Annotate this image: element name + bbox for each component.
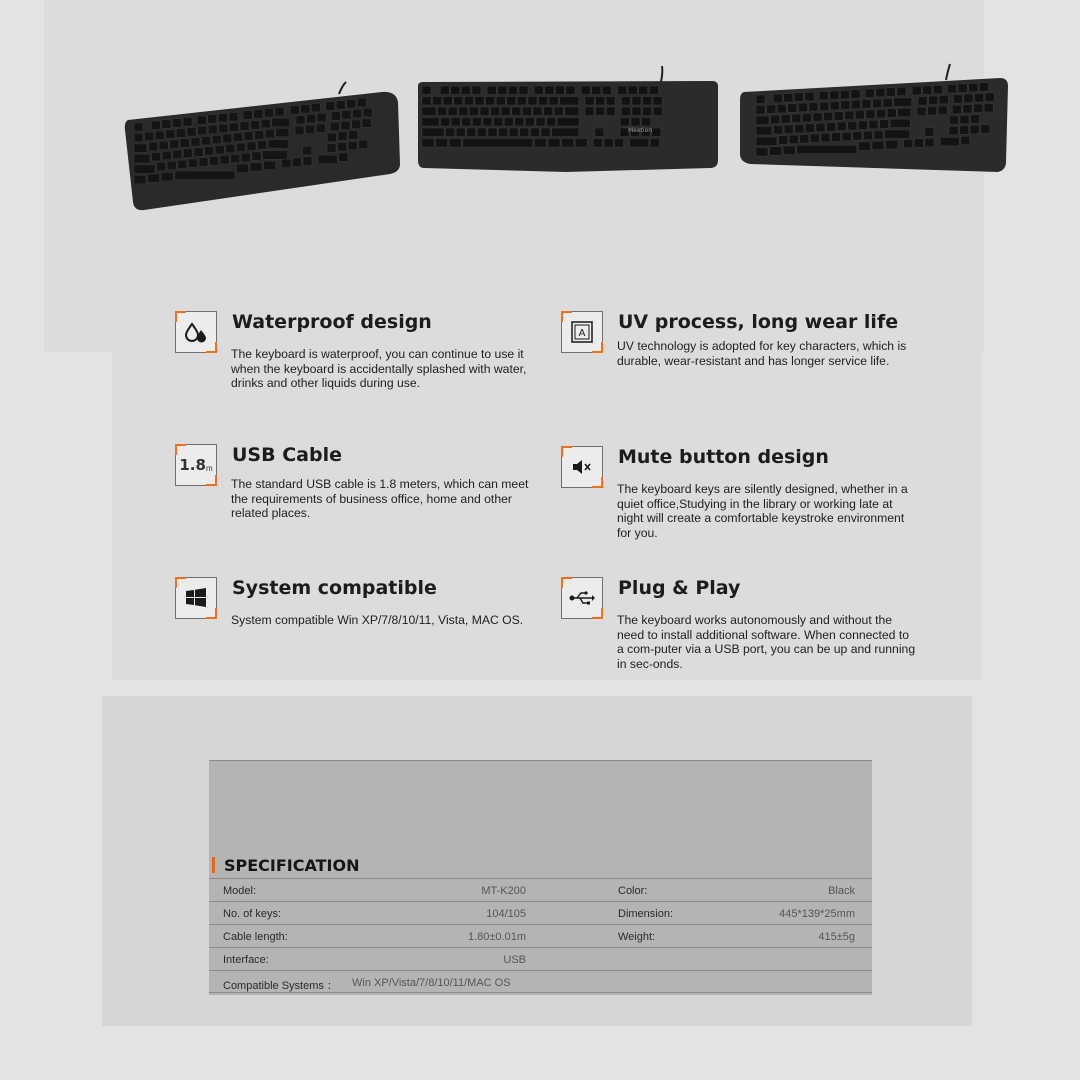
spec-value: MT-K200 bbox=[481, 885, 526, 897]
feature-title: Mute button design bbox=[618, 446, 829, 468]
feature-title: System compatible bbox=[232, 577, 437, 599]
feature-title: USB Cable bbox=[232, 444, 342, 466]
spec-label: Dimension: bbox=[618, 908, 674, 920]
feature-title: UV process, long wear life bbox=[618, 311, 899, 333]
cable-length-unit: m bbox=[205, 463, 213, 473]
spec-label: Compatible Systems ： bbox=[223, 980, 338, 992]
spec-value: 415±5g bbox=[818, 931, 855, 943]
spec-value: Black bbox=[828, 885, 855, 897]
feature-description: The keyboard is waterproof, you can continue to use it when the keyboard is accidentally splashed with water, drinks and other liquids during use. bbox=[231, 347, 527, 391]
keyboard-brand-text: Meetion bbox=[628, 127, 653, 134]
windows-logo-icon bbox=[175, 577, 217, 619]
keyboard-image-right bbox=[738, 62, 1012, 184]
spec-label: No. of keys: bbox=[223, 908, 282, 920]
cable-length-icon bbox=[175, 444, 217, 486]
usb-symbol-icon bbox=[561, 577, 603, 619]
spec-label: Cable length: bbox=[223, 931, 288, 943]
keyboard-image-center bbox=[416, 64, 720, 174]
spec-value: 445*139*25mm bbox=[779, 908, 855, 920]
table-row bbox=[209, 970, 872, 993]
specification-block bbox=[209, 760, 872, 995]
table-row bbox=[209, 901, 872, 924]
specification-title: SPECIFICATION bbox=[224, 855, 360, 875]
feature-description: UV technology is adopted for key characters, which is durable, wear-resistant and has longer service life. bbox=[617, 339, 907, 368]
keyboard-image-left bbox=[124, 80, 406, 215]
spec-value: 104/105 bbox=[486, 908, 526, 920]
uv-key-letter: A bbox=[578, 328, 586, 339]
spec-label: Weight: bbox=[618, 931, 656, 943]
feature-description: The keyboard works autonomously and without the need to install additional software. When connected to a com-puter via a USB port, you can be up and running in sec-onds. bbox=[617, 613, 916, 671]
feature-description: The standard USB cable is 1.8 meters, which can meet the requirements of business office, home and other related places. bbox=[231, 477, 529, 521]
spec-label: Color: bbox=[618, 885, 648, 897]
feature-title: Plug & Play bbox=[618, 577, 741, 599]
cable-length-value: 1.8 bbox=[179, 456, 206, 474]
spec-label: Interface: bbox=[223, 954, 269, 966]
table-row bbox=[209, 924, 872, 947]
mute-speaker-icon bbox=[561, 446, 603, 488]
feature-title: Waterproof design bbox=[232, 311, 432, 333]
accent-bar bbox=[212, 857, 215, 873]
feature-description: The keyboard keys are silently designed, whether in a quiet office,Studying in the library or working late at night will create a comfortable keystroke environment for you. bbox=[617, 482, 908, 540]
uv-key-icon bbox=[561, 311, 603, 353]
specification-table bbox=[209, 878, 872, 993]
table-row bbox=[209, 947, 872, 970]
table-row bbox=[209, 878, 872, 901]
specification-heading bbox=[212, 855, 360, 875]
spec-value: USB bbox=[503, 954, 526, 966]
water-drops-icon bbox=[175, 311, 217, 353]
feature-description: System compatible Win XP/7/8/10/11, Vista, MAC OS. bbox=[231, 613, 524, 627]
spec-label: Model: bbox=[223, 885, 257, 897]
spec-value: 1.80±0.01m bbox=[467, 931, 526, 943]
spec-value: Win XP/Vista/7/8/10/11/MAC OS bbox=[352, 977, 511, 989]
